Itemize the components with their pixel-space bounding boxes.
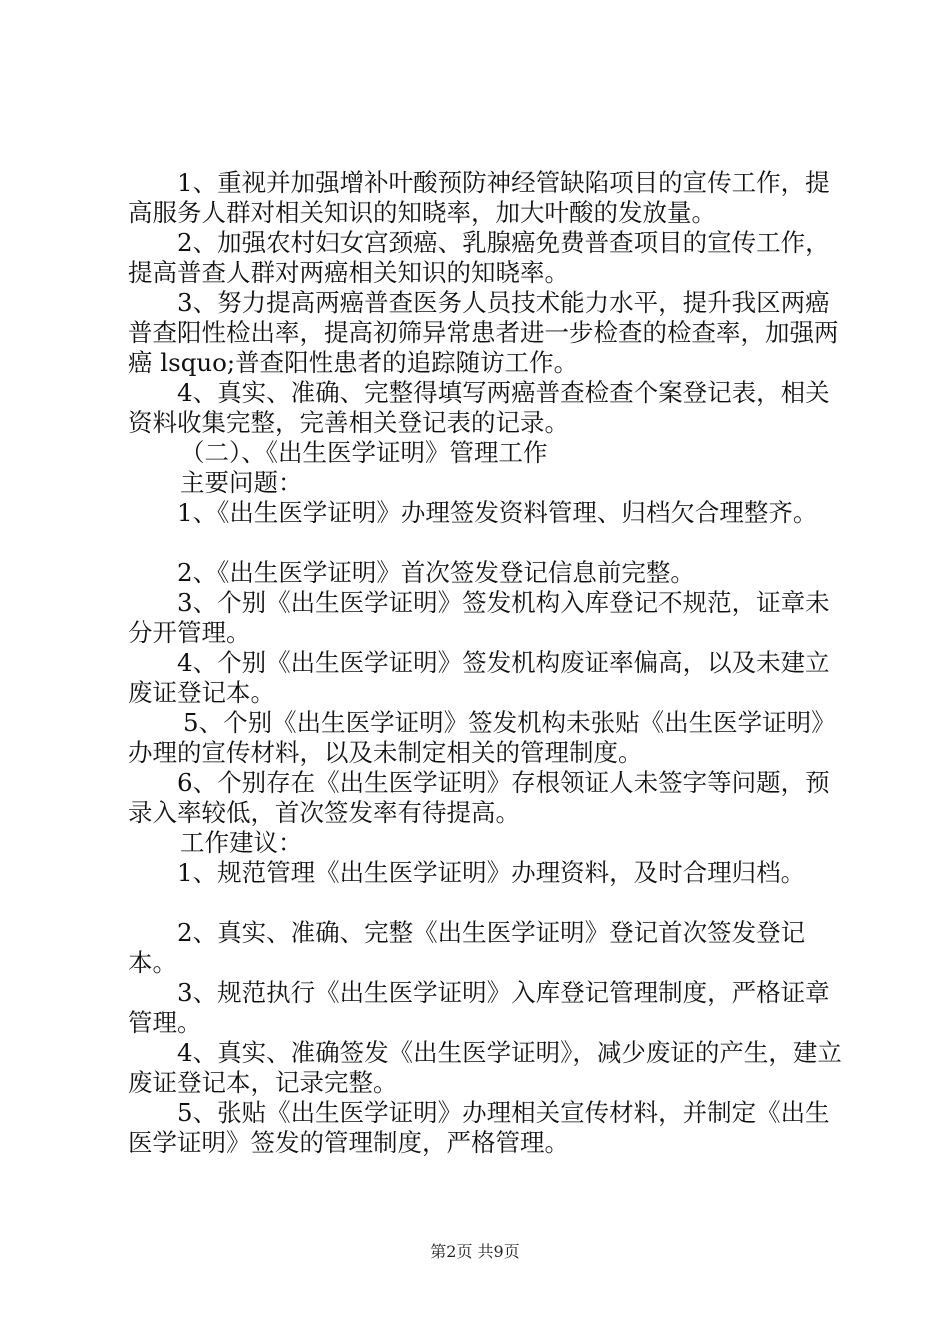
issue-4: 4、个别《出生医学证明》签发机构废证率偏高，以及未建立废证登记本。	[128, 648, 830, 707]
issue-2: 2、《出生医学证明》首次签发登记信息前完整。	[177, 558, 695, 587]
paragraph-1: 1、重视并加强增补叶酸预防神经管缺陷项目的宣传工作，提高服务人群对相关知识的知晓率，加大叶酸的发放量。	[128, 168, 830, 227]
section-heading-2: （二）、《出生医学证明》管理工作	[180, 438, 548, 467]
subheading-suggestions: 工作建议：	[180, 828, 303, 857]
issue-3: 3、个别《出生医学证明》签发机构入库登记不规范，证章未分开管理。	[128, 588, 830, 647]
paragraph-2: 2、加强农村妇女宫颈癌、乳腺癌免费普查项目的宣传工作，提高普查人群对两癌相关知识的知晓率。	[128, 228, 830, 287]
issue-5: 5、个别《出生医学证明》签发机构未张贴《出生医学证明》办理的宣传材料，以及未制定相关的管理制度。	[128, 708, 836, 767]
suggestion-1: 1、规范管理《出生医学证明》办理资料，及时合理归档。	[177, 858, 806, 887]
suggestion-4: 4、真实、准确签发《出生医学证明》，减少废证的产生，建立废证登记本，记录完整。	[128, 1038, 842, 1097]
suggestion-2: 2、真实、准确、完整《出生医学证明》登记首次签发登记本。	[128, 918, 806, 977]
paragraph-4: 4、真实、准确、完整得填写两癌普查检查个案登记表，相关资料收集完整，完善相关登记表的记录。	[128, 378, 830, 437]
suggestion-3: 3、规范执行《出生医学证明》入库登记管理制度，严格证章管理。	[128, 978, 830, 1037]
issue-6: 6、个别存在《出生医学证明》存根领证人未签字等问题，预录入率较低，首次签发率有待提高。	[128, 768, 830, 827]
document-body	[128, 168, 848, 1158]
spacer	[128, 888, 848, 918]
paragraph-3: 3、努力提高两癌普查医务人员技术能力水平，提升我区两癌普查阳性检出率，提高初筛异常患者进一步检查的检查率，加强两癌 lsquo;普查阳性患者的追踪随访工作。	[128, 288, 839, 377]
suggestion-5: 5、张贴《出生医学证明》办理相关宣传材料，并制定《出生医学证明》签发的管理制度，严格管理。	[128, 1098, 830, 1157]
page-footer: 第2页 共9页	[430, 1242, 520, 1261]
spacer	[128, 528, 848, 558]
issue-1: 1、《出生医学证明》办理签发资料管理、归档欠合理整齐。	[177, 498, 818, 527]
subheading-main-issues: 主要问题：	[180, 468, 303, 497]
